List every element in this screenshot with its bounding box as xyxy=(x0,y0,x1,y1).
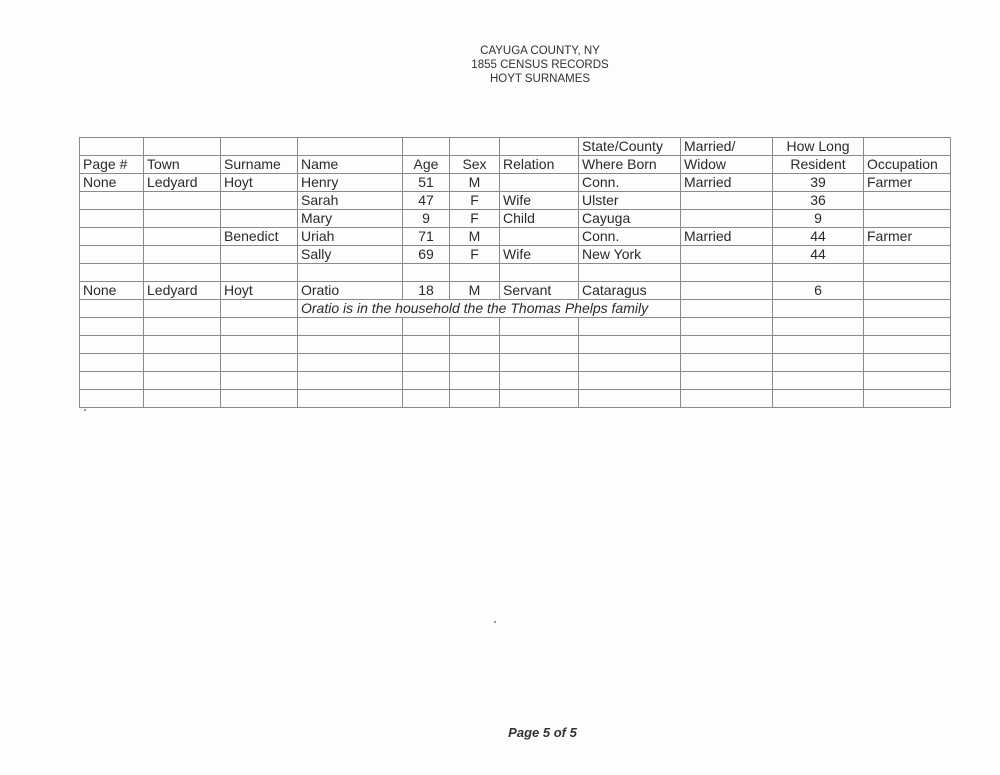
table-cell: Hoyt xyxy=(221,282,298,300)
table-cell xyxy=(864,264,951,282)
table-cell: Cataragus xyxy=(579,282,681,300)
table-cell xyxy=(864,300,951,318)
header-top-cell xyxy=(864,138,951,156)
table-cell xyxy=(681,210,773,228)
table-cell: M xyxy=(450,228,500,246)
table-cell xyxy=(773,372,864,390)
header-top-cell xyxy=(80,138,144,156)
table-cell: New York xyxy=(579,246,681,264)
table-cell xyxy=(681,390,773,408)
table-cell: M xyxy=(450,174,500,192)
table-cell: 71 xyxy=(403,228,450,246)
table-cell: Sally xyxy=(298,246,403,264)
header-top-cell xyxy=(450,138,500,156)
table-cell xyxy=(579,264,681,282)
header-row-bottom xyxy=(80,156,951,174)
table-row xyxy=(80,174,951,192)
table-cell xyxy=(403,318,450,336)
table-cell xyxy=(450,354,500,372)
table-cell xyxy=(864,210,951,228)
table-cell xyxy=(403,336,450,354)
table-row xyxy=(80,192,951,210)
header-relation: Relation xyxy=(500,156,579,174)
table-cell xyxy=(80,318,144,336)
page-footer xyxy=(0,725,1000,740)
table-cell: 47 xyxy=(403,192,450,210)
table-cell xyxy=(403,390,450,408)
table-cell: 18 xyxy=(403,282,450,300)
table-cell xyxy=(221,354,298,372)
table-cell xyxy=(144,354,221,372)
table-cell xyxy=(450,318,500,336)
table-cell xyxy=(298,354,403,372)
table-cell xyxy=(221,192,298,210)
table-cell xyxy=(450,336,500,354)
table-cell: Sarah xyxy=(298,192,403,210)
table-cell: Married xyxy=(681,174,773,192)
table-cell: Mary xyxy=(298,210,403,228)
table-cell xyxy=(221,246,298,264)
table-cell xyxy=(773,264,864,282)
table-cell: Conn. xyxy=(579,174,681,192)
table-cell xyxy=(144,318,221,336)
table-cell: Servant xyxy=(500,282,579,300)
table-cell xyxy=(403,372,450,390)
table-cell xyxy=(500,372,579,390)
table-cell: 51 xyxy=(403,174,450,192)
table-cell: Oratio xyxy=(298,282,403,300)
table-cell xyxy=(773,300,864,318)
table-row xyxy=(80,282,951,300)
table-cell xyxy=(80,192,144,210)
header-widow: Widow xyxy=(681,156,773,174)
table-cell xyxy=(773,390,864,408)
header-top-cell xyxy=(221,138,298,156)
table-cell xyxy=(144,336,221,354)
header-top-cell xyxy=(403,138,450,156)
table-cell: None xyxy=(80,282,144,300)
header-where-born: Where Born xyxy=(579,156,681,174)
table-cell xyxy=(221,390,298,408)
title-line-county: CAYUGA COUNTY, NY xyxy=(480,45,600,57)
table-cell xyxy=(80,264,144,282)
table-cell xyxy=(681,372,773,390)
table-cell: Wife xyxy=(500,246,579,264)
table-cell xyxy=(579,354,681,372)
table-cell xyxy=(681,354,773,372)
table-cell xyxy=(773,318,864,336)
table-cell xyxy=(500,174,579,192)
table-cell xyxy=(864,282,951,300)
table-cell xyxy=(681,318,773,336)
table-cell xyxy=(681,336,773,354)
table-row xyxy=(80,246,951,264)
table-cell xyxy=(221,300,298,318)
document-title xyxy=(440,44,640,86)
table-cell: F xyxy=(450,192,500,210)
table-cell: 69 xyxy=(403,246,450,264)
table-cell xyxy=(80,246,144,264)
table-cell: Conn. xyxy=(579,228,681,246)
table-cell xyxy=(681,264,773,282)
table-cell xyxy=(221,318,298,336)
table-cell xyxy=(80,300,144,318)
table-cell xyxy=(403,264,450,282)
empty-row xyxy=(80,354,951,372)
note-row xyxy=(80,300,951,318)
table-cell xyxy=(681,192,773,210)
table-cell: 39 xyxy=(773,174,864,192)
table-cell: Ulster xyxy=(579,192,681,210)
header-top-cell xyxy=(500,138,579,156)
header-how-long: How Long xyxy=(773,138,864,156)
table-cell xyxy=(80,372,144,390)
table-cell xyxy=(298,318,403,336)
table-cell xyxy=(773,336,864,354)
table-cell: Cayuga xyxy=(579,210,681,228)
table-cell: F xyxy=(450,246,500,264)
table-cell xyxy=(80,354,144,372)
table-cell: Hoyt xyxy=(221,174,298,192)
header-resident: Resident xyxy=(773,156,864,174)
table-cell: Uriah xyxy=(298,228,403,246)
header-town: Town xyxy=(144,156,221,174)
table-cell: Farmer xyxy=(864,174,951,192)
title-line-records: 1855 CENSUS RECORDS xyxy=(471,59,609,71)
household-note: Oratio is in the household the the Thomas Phelps family xyxy=(298,300,681,318)
table-cell xyxy=(221,372,298,390)
table-cell xyxy=(500,336,579,354)
table-cell xyxy=(450,372,500,390)
scan-speck xyxy=(84,409,86,411)
table-cell xyxy=(144,192,221,210)
header-married: Married/ xyxy=(681,138,773,156)
table-cell xyxy=(579,390,681,408)
table-cell xyxy=(864,354,951,372)
table-cell xyxy=(864,336,951,354)
table-cell: Farmer xyxy=(864,228,951,246)
table-cell xyxy=(221,336,298,354)
table-cell xyxy=(403,354,450,372)
table-cell xyxy=(681,282,773,300)
header-sex: Sex xyxy=(450,156,500,174)
table-cell xyxy=(864,318,951,336)
table-cell xyxy=(579,336,681,354)
table-cell xyxy=(144,246,221,264)
table-cell: F xyxy=(450,210,500,228)
table-cell: Ledyard xyxy=(144,282,221,300)
table-row xyxy=(80,228,951,246)
empty-row xyxy=(80,372,951,390)
table-cell xyxy=(144,210,221,228)
table-cell: Ledyard xyxy=(144,174,221,192)
empty-row xyxy=(80,390,951,408)
table-cell xyxy=(298,336,403,354)
table-cell xyxy=(450,390,500,408)
table-cell xyxy=(500,228,579,246)
table-cell xyxy=(221,210,298,228)
census-table xyxy=(79,137,951,408)
table-cell xyxy=(144,372,221,390)
table-cell xyxy=(579,318,681,336)
table-cell xyxy=(298,390,403,408)
header-surname: Surname xyxy=(221,156,298,174)
table-cell: Henry xyxy=(298,174,403,192)
table-cell: 9 xyxy=(403,210,450,228)
header-top-cell xyxy=(144,138,221,156)
table-cell: 36 xyxy=(773,192,864,210)
header-state-county: State/County xyxy=(579,138,681,156)
table-cell xyxy=(80,390,144,408)
table-cell xyxy=(80,336,144,354)
table-cell xyxy=(144,264,221,282)
table-cell xyxy=(864,246,951,264)
table-cell: 6 xyxy=(773,282,864,300)
table-cell: Child xyxy=(500,210,579,228)
table-cell xyxy=(298,372,403,390)
title-line-surnames: HOYT SURNAMES xyxy=(489,73,591,85)
table-cell xyxy=(450,264,500,282)
table-cell xyxy=(681,246,773,264)
page-number: Page 5 of 5 xyxy=(508,725,577,740)
table-cell xyxy=(500,354,579,372)
table-cell xyxy=(80,210,144,228)
table-cell: Wife xyxy=(500,192,579,210)
table-cell: M xyxy=(450,282,500,300)
table-cell xyxy=(681,300,773,318)
table-row xyxy=(80,210,951,228)
table-cell: Married xyxy=(681,228,773,246)
table-cell: 44 xyxy=(773,246,864,264)
header-name: Name xyxy=(298,156,403,174)
empty-row xyxy=(80,318,951,336)
table-cell xyxy=(500,318,579,336)
header-row-top xyxy=(80,138,951,156)
table-cell xyxy=(864,390,951,408)
table-cell: 9 xyxy=(773,210,864,228)
table-cell xyxy=(80,228,144,246)
table-cell: None xyxy=(80,174,144,192)
table-cell xyxy=(298,264,403,282)
table-cell xyxy=(144,300,221,318)
table-row xyxy=(80,264,951,282)
table-cell xyxy=(500,390,579,408)
header-occupation: Occupation xyxy=(864,156,951,174)
table-cell xyxy=(773,354,864,372)
table-cell xyxy=(864,372,951,390)
table-cell xyxy=(144,390,221,408)
header-age: Age xyxy=(403,156,450,174)
table-cell xyxy=(579,372,681,390)
table-cell xyxy=(221,264,298,282)
table-cell xyxy=(500,264,579,282)
scan-speck xyxy=(494,621,496,623)
header-top-cell xyxy=(298,138,403,156)
empty-row xyxy=(80,336,951,354)
table-cell: Benedict xyxy=(221,228,298,246)
header-page: Page # xyxy=(80,156,144,174)
table-cell: 44 xyxy=(773,228,864,246)
table-cell xyxy=(144,228,221,246)
table-cell xyxy=(864,192,951,210)
